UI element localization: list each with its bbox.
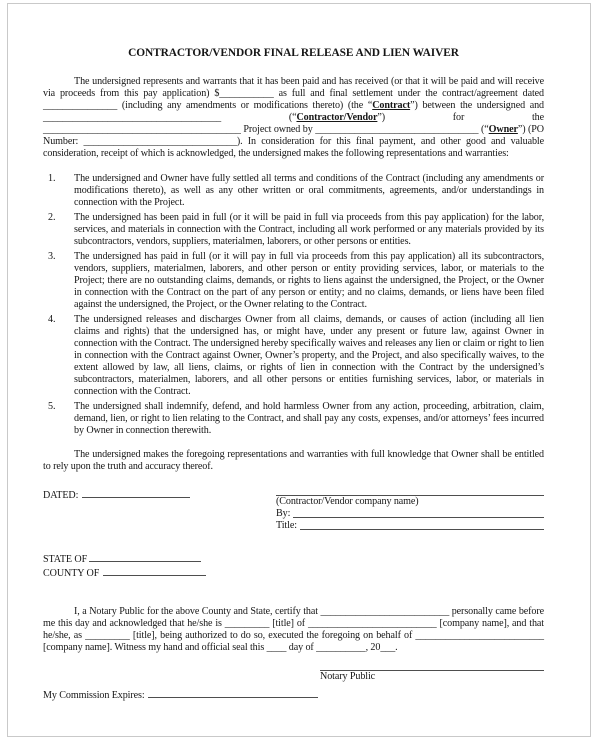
commission-blank-line [148,688,318,698]
by-blank-line [293,508,544,518]
state-county-block [43,552,544,580]
list-item [43,401,544,437]
county-of-field [43,566,544,580]
notary-signature-block [320,670,544,683]
list-item [43,251,544,311]
commission-expires-field [43,688,544,702]
notary-public-label: Notary Public [320,671,376,682]
list-item [43,212,544,248]
item-text: The undersigned and Owner have fully settled all terms and conditions of the Contract (including any amendments or modifications thereto), as well as any other written or oral commitments, agreements, and/or understandings in connection with the Project. [74,173,544,208]
item-number: 5. [48,401,56,412]
dated-field [43,488,190,532]
list-item [43,173,544,209]
dated-blank-line [82,488,190,498]
document-content [43,4,544,702]
contractor-signature-block [276,488,544,532]
company-name-caption: (Contractor/Vendor company name) [276,496,419,507]
notary-paragraph: I, a Notary Public for the above County and State, certify that __________________________ personally came before me this day and acknowledged that he/she is _________ [title] of __________________________ [company name], and that he/she, as _________ [title], being authorized to do so, executed the foregoing on behalf of __________________________ [company name]. Witness my hand and official seal this ____ day of __________, 20___. [43,606,544,653]
item-number: 3. [48,251,56,262]
intro-paragraph: The undersigned represents and warrants that it has been paid and has received (or that it will be paid and will receive via proceeds from this pay application) $___________ as full and final settlement under the contract/agreement dated _______________ (including any amendments or modifications thereto) (the “Contract”) between the undersigned and ____________________________________ (“Contractor/Vendor”) for the ________________________________________ Project owned by _________________________________ (“Owner”) (PO Number: _______________________________). In consideration for this final payment, and other good and valuable consideration, receipt of which is acknowledged, the undersigned makes the following representations and warranties: [43,76,545,159]
item-text: The undersigned shall indemnify, defend, and hold harmless Owner from any action, proceeding, arbitration, claim, demand, lien, or right to lien relating to the Contract, and shall pay any costs, expenses, and/or attorneys’ fees incurred by Owner in connection therewith. [74,401,544,436]
commission-expires-label: My Commission Expires: [43,690,145,701]
dated-label: DATED: [43,490,79,501]
signature-row [43,488,544,532]
state-blank-line [89,552,201,562]
item-number: 1. [48,173,56,184]
item-text: The undersigned has been paid in full (or it will be paid in full via proceeds from this pay application) for the labor, services, and materials in connection with the Contract, including all work performed or any materials provided by its subcontractors, vendors, suppliers, materialmen, laborers, or other persons or entities. [74,212,544,247]
county-blank-line [103,566,206,576]
title-label: Title: [276,520,297,531]
by-label: By: [276,508,291,519]
document-page [7,3,591,737]
county-of-label: COUNTY OF [43,568,100,579]
title-field [276,520,544,532]
item-number: 4. [48,314,56,325]
state-of-label: STATE OF [43,554,88,565]
item-text: The undersigned has paid in full (or it will pay in full via proceeds from this pay application) all its subcontractors, vendors, suppliers, materialmen, laborers, and other person or entity providing services, labor, or materials to the Project; there are no outstanding claims, demands, or rights to liens against the undersigned, the Project, or the Owner in connection with the Contract on the part of any person or entity; and no claims, demands, or liens have been filed against the undersigned, the Project, or the Owner relating to the Contract. [74,251,544,310]
by-field [276,508,544,520]
closing-paragraph: The undersigned makes the foregoing representations and warranties with full knowledge that Owner shall be entitled to rely upon the truth and accuracy thereof. [43,449,544,472]
page-title: CONTRACTOR/VENDOR FINAL RELEASE AND LIEN WAIVER [128,47,459,59]
title-blank-line [300,520,544,530]
item-number: 2. [48,212,56,223]
item-text: The undersigned releases and discharges Owner from all claims, demands, or causes of action (including all lien claims and rights) that the undersigned has, or might have, under any present or future law, against Owner in connection with the Contract. The undersigned hereby specifically waives and releases any lien or claim or right to lien in connection with the Contract against Owner, Owner’s property, and the Project, and also specifically waives, to the extent allowed by law, all liens, claims, or rights of lien in connection with the Contract by the undersigned’s subcontractors, materialmen, laborers, and all other persons or entities furnishing services, labor, or materials in connection with the Contract. [74,314,544,397]
terms-list [43,173,544,437]
state-of-field [43,552,544,566]
list-item [43,314,544,398]
